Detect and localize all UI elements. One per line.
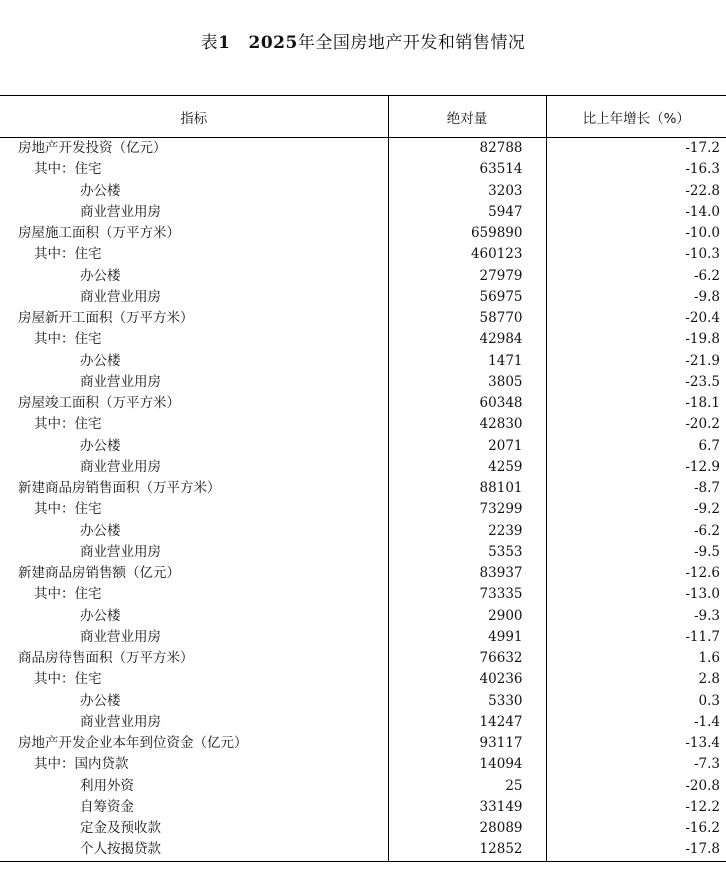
table-row [0,308,726,329]
header-growth-rate: 比上年增长（%） [546,96,726,138]
row-value: 5947 [388,202,546,223]
row-value: 4991 [388,627,546,648]
row-value: 14094 [388,754,546,775]
table-row [0,478,726,499]
table-row [0,776,726,797]
row-value: 73299 [388,499,546,520]
row-label: 房地产开发企业本年到位资金（亿元） [18,735,248,752]
row-label: 自筹资金 [80,798,134,815]
row-value: 3805 [388,372,546,393]
table-title [0,28,726,53]
table-row [0,202,726,223]
row-label: 商品房待售面积（万平方米） [18,650,194,667]
row-value: 12852 [388,839,546,861]
row-value: 3203 [388,181,546,202]
table-row [0,712,726,733]
row-label: 商业营业用房 [80,373,161,390]
table-row [0,691,726,712]
row-value: 5330 [388,691,546,712]
row-growth: -10.0 [546,223,726,244]
table-row [0,138,726,160]
table-row [0,521,726,542]
row-label: 个人按揭贷款 [0,839,388,861]
row-value: 56975 [388,287,546,308]
row-value: 1471 [388,351,546,372]
row-value: 88101 [388,478,546,499]
row-growth: -10.3 [546,244,726,265]
header-absolute-value: 绝对量 [388,96,546,138]
row-value: 73335 [388,584,546,605]
row-label: 房地产开发投资（亿元） [18,140,167,157]
row-value: 5353 [388,542,546,563]
row-value: 76632 [388,648,546,669]
row-growth: 6.7 [546,436,726,457]
table-row [0,244,726,265]
row-label: 办公楼 [80,692,121,709]
table-row [0,648,726,669]
row-value: 42830 [388,414,546,435]
row-growth: -6.2 [546,266,726,287]
table-row [0,181,726,202]
table-row [0,159,726,180]
table-row [0,542,726,563]
statistics-table [0,95,726,862]
row-label: 商业营业用房 [80,628,161,645]
row-value: 659890 [388,223,546,244]
row-label: 其中：住宅 [34,586,102,603]
row-label: 房屋竣工面积（万平方米） [18,395,180,412]
row-value: 14247 [388,712,546,733]
row-label: 商业营业用房 [80,713,161,730]
row-value: 82788 [388,138,546,160]
title-prefix: 表 [200,33,219,53]
row-growth: -9.8 [546,287,726,308]
title-year: 2025 [248,33,298,53]
row-growth: 2.8 [546,669,726,690]
row-label: 商业营业用房 [80,288,161,305]
table-header [0,96,726,138]
row-value: 63514 [388,159,546,180]
table-row [0,499,726,520]
title-text: 年全国房地产开发和销售情况 [297,33,526,53]
row-label: 新建商品房销售额（亿元） [18,565,180,582]
table-row [0,457,726,478]
table-row [0,563,726,584]
table-row [0,584,726,605]
row-value: 460123 [388,244,546,265]
table-row [0,329,726,350]
table-row [0,266,726,287]
row-value: 60348 [388,393,546,414]
row-growth: -13.0 [546,584,726,605]
row-label: 其中：住宅 [34,501,102,518]
title-number: 1 [218,33,231,53]
row-value: 93117 [388,733,546,754]
row-label: 其中：住宅 [34,161,102,178]
row-label: 定金及预收款 [80,820,161,837]
row-growth: -17.8 [546,839,726,861]
row-growth: -20.2 [546,414,726,435]
row-growth: -17.2 [546,138,726,160]
row-growth: -22.8 [546,181,726,202]
row-growth: 0.3 [546,691,726,712]
row-label: 商业营业用房 [80,458,161,475]
table-row [0,606,726,627]
row-growth: -14.0 [546,202,726,223]
header-row [0,96,726,138]
row-growth: -16.2 [546,818,726,839]
row-growth: -9.5 [546,542,726,563]
table-row [0,287,726,308]
row-growth: -6.2 [546,521,726,542]
row-label: 其中：住宅 [34,331,102,348]
row-growth: -19.8 [546,329,726,350]
table-row [0,754,726,775]
table-row [0,436,726,457]
row-growth: 1.6 [546,648,726,669]
row-growth: -7.3 [546,754,726,775]
row-label: 商业营业用房 [80,543,161,560]
row-label: 商业营业用房 [80,203,161,220]
row-label: 办公楼 [80,607,121,624]
row-growth: -23.5 [546,372,726,393]
row-growth: -18.1 [546,393,726,414]
table-row [0,669,726,690]
table-row [0,839,726,861]
header-indicator: 指标 [0,96,388,138]
row-label: 新建商品房销售面积（万平方米） [18,480,221,497]
row-label: 办公楼 [80,437,121,454]
table-row [0,818,726,839]
row-value: 42984 [388,329,546,350]
row-growth: -20.4 [546,308,726,329]
row-growth: -8.7 [546,478,726,499]
row-value: 28089 [388,818,546,839]
row-value: 83937 [388,563,546,584]
row-label: 办公楼 [80,522,121,539]
row-growth: -12.2 [546,797,726,818]
row-growth: -11.7 [546,627,726,648]
row-growth: -9.3 [546,606,726,627]
row-growth: -12.9 [546,457,726,478]
row-label: 办公楼 [80,352,121,369]
row-value: 4259 [388,457,546,478]
row-value: 25 [388,776,546,797]
table-row [0,223,726,244]
table-row [0,393,726,414]
row-value: 2900 [388,606,546,627]
row-label: 办公楼 [80,267,121,284]
row-growth: -1.4 [546,712,726,733]
row-value: 33149 [388,797,546,818]
row-growth: -9.2 [546,499,726,520]
row-label: 房屋施工面积（万平方米） [18,225,180,242]
row-label: 其中：住宅 [34,246,102,263]
row-value: 2239 [388,521,546,542]
row-growth: -20.8 [546,776,726,797]
row-label: 利用外资 [80,777,134,794]
table-body [0,138,726,862]
table-row [0,414,726,435]
row-value: 2071 [388,436,546,457]
row-label: 其中：国内贷款 [34,756,129,773]
table-row [0,372,726,393]
row-label: 其中：住宅 [34,671,102,688]
row-value: 58770 [388,308,546,329]
table-row [0,797,726,818]
table-row [0,627,726,648]
row-growth: -21.9 [546,351,726,372]
row-label: 房屋新开工面积（万平方米） [18,310,194,327]
table-row [0,351,726,372]
row-growth: -16.3 [546,159,726,180]
row-growth: -12.6 [546,563,726,584]
row-value: 27979 [388,266,546,287]
row-growth: -13.4 [546,733,726,754]
row-label: 办公楼 [80,182,121,199]
table-row [0,733,726,754]
row-value: 40236 [388,669,546,690]
row-label: 其中：住宅 [34,416,102,433]
